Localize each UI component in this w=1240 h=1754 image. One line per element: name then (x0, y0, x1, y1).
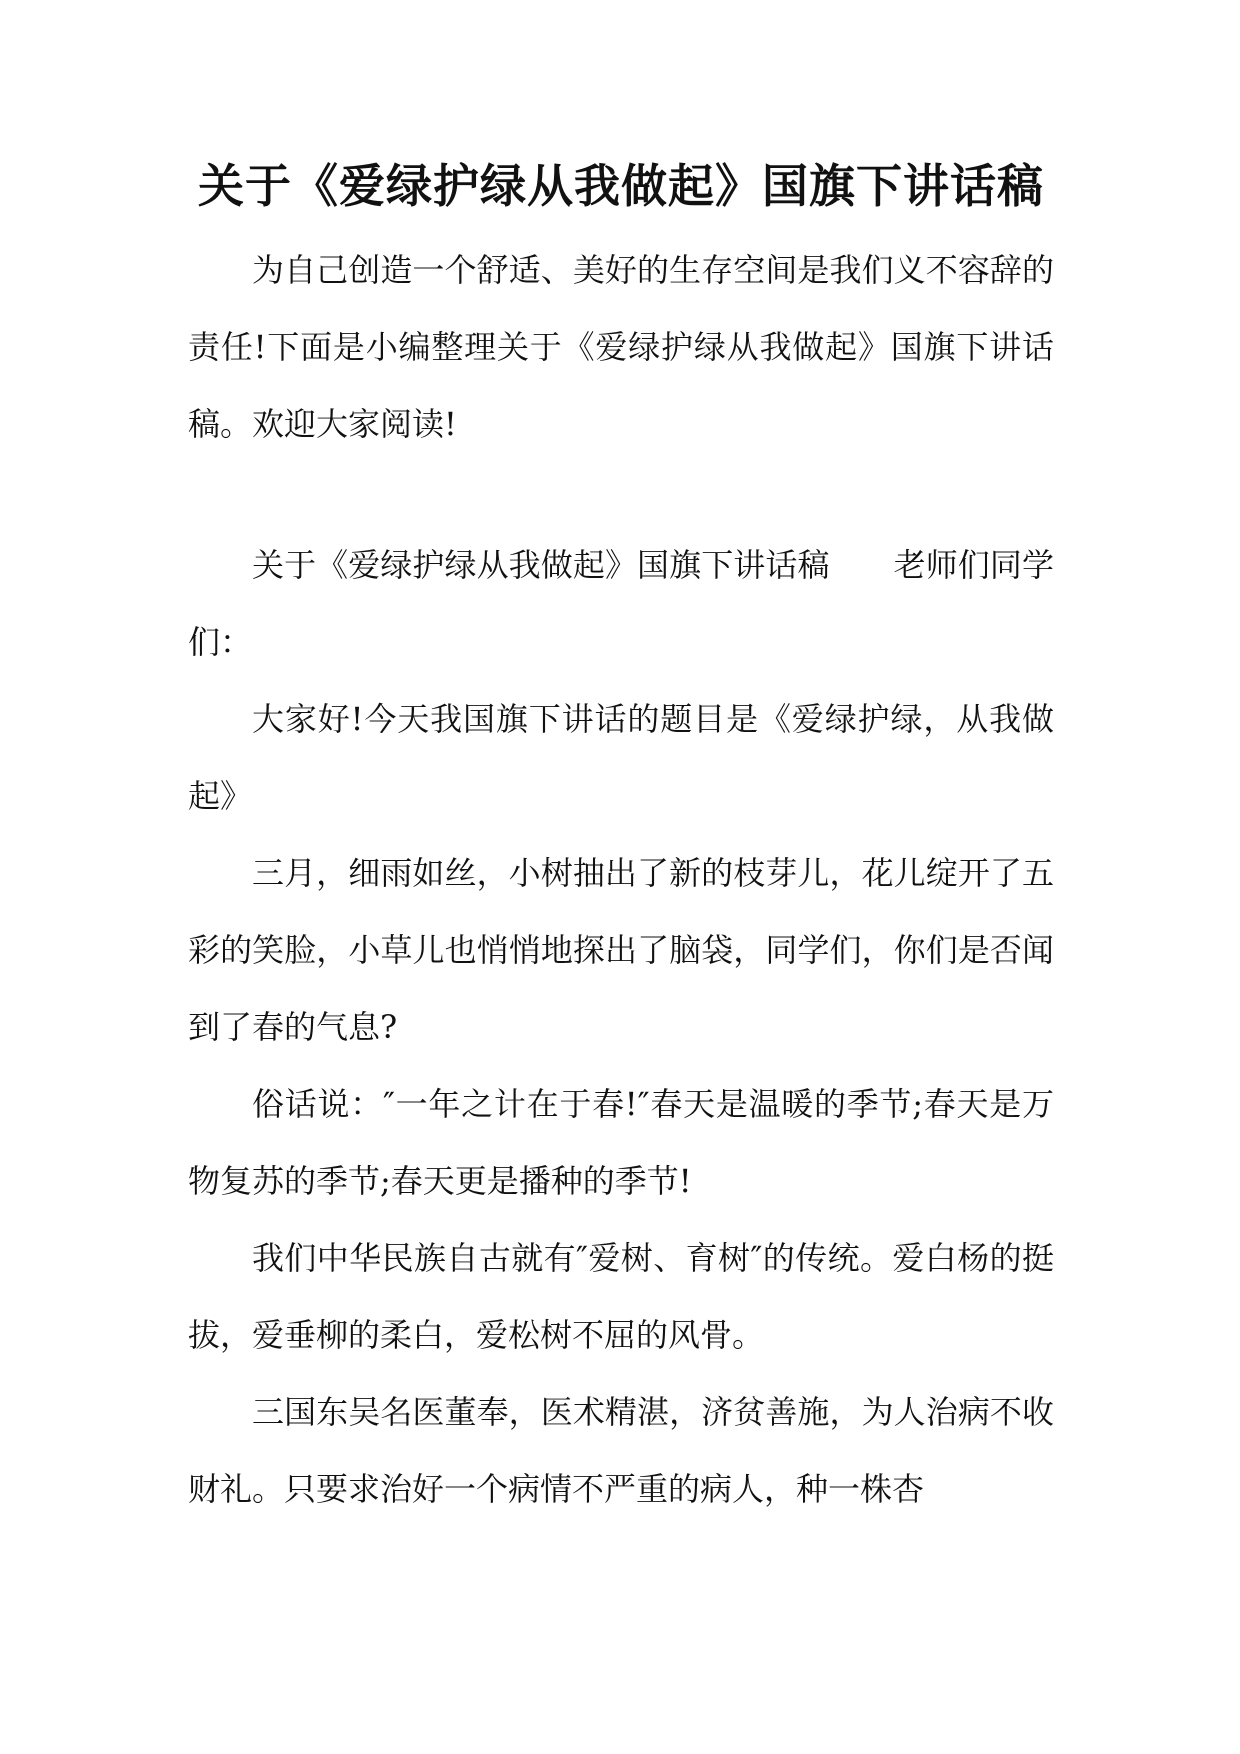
body-paragraph-4: 我们中华民族自古就有″爱树、育树″的传统。爱白杨的挺拔，爱垂柳的柔白，爱松树不屈的风骨。 (188, 1239, 1054, 1354)
speech-heading: 关于《爱绿护绿从我做起》国旗下讲话稿 (252, 546, 830, 584)
body-paragraph-2: 三月，细雨如丝，小树抽出了新的枝芽儿，花儿绽开了五彩的笑脸，小草儿也悄悄地探出了脑袋，同学们，你们是否闻到了春的气息? (188, 854, 1054, 1046)
body-paragraph-1: 大家好!今天我国旗下讲话的题目是《爱绿护绿，从我做起》 (188, 700, 1054, 815)
intro-paragraph: 为自己创造一个舒适、美好的生存空间是我们义不容辞的责任!下面是小编整理关于《爱绿护绿从我做起》国旗下讲话稿。欢迎大家阅读! (188, 251, 1054, 443)
salutation: 老师们同学们： (188, 546, 1054, 661)
document-title: 关于《爱绿护绿从我做起》国旗下讲话稿 (198, 159, 1044, 213)
body-paragraph-3: 俗话说：″一年之计在于春!″春天是温暖的季节;春天是万物复苏的季节;春天更是播种的季节! (188, 1085, 1054, 1200)
speech-opening (188, 527, 1054, 681)
section-spacer (188, 463, 1054, 527)
body-paragraph-5: 三国东吴名医董奉，医术精湛，济贫善施，为人治病不收财礼。只要求治好一个病情不严重的病人，种一株杏 (188, 1393, 1054, 1508)
document-page (188, 152, 1054, 1528)
